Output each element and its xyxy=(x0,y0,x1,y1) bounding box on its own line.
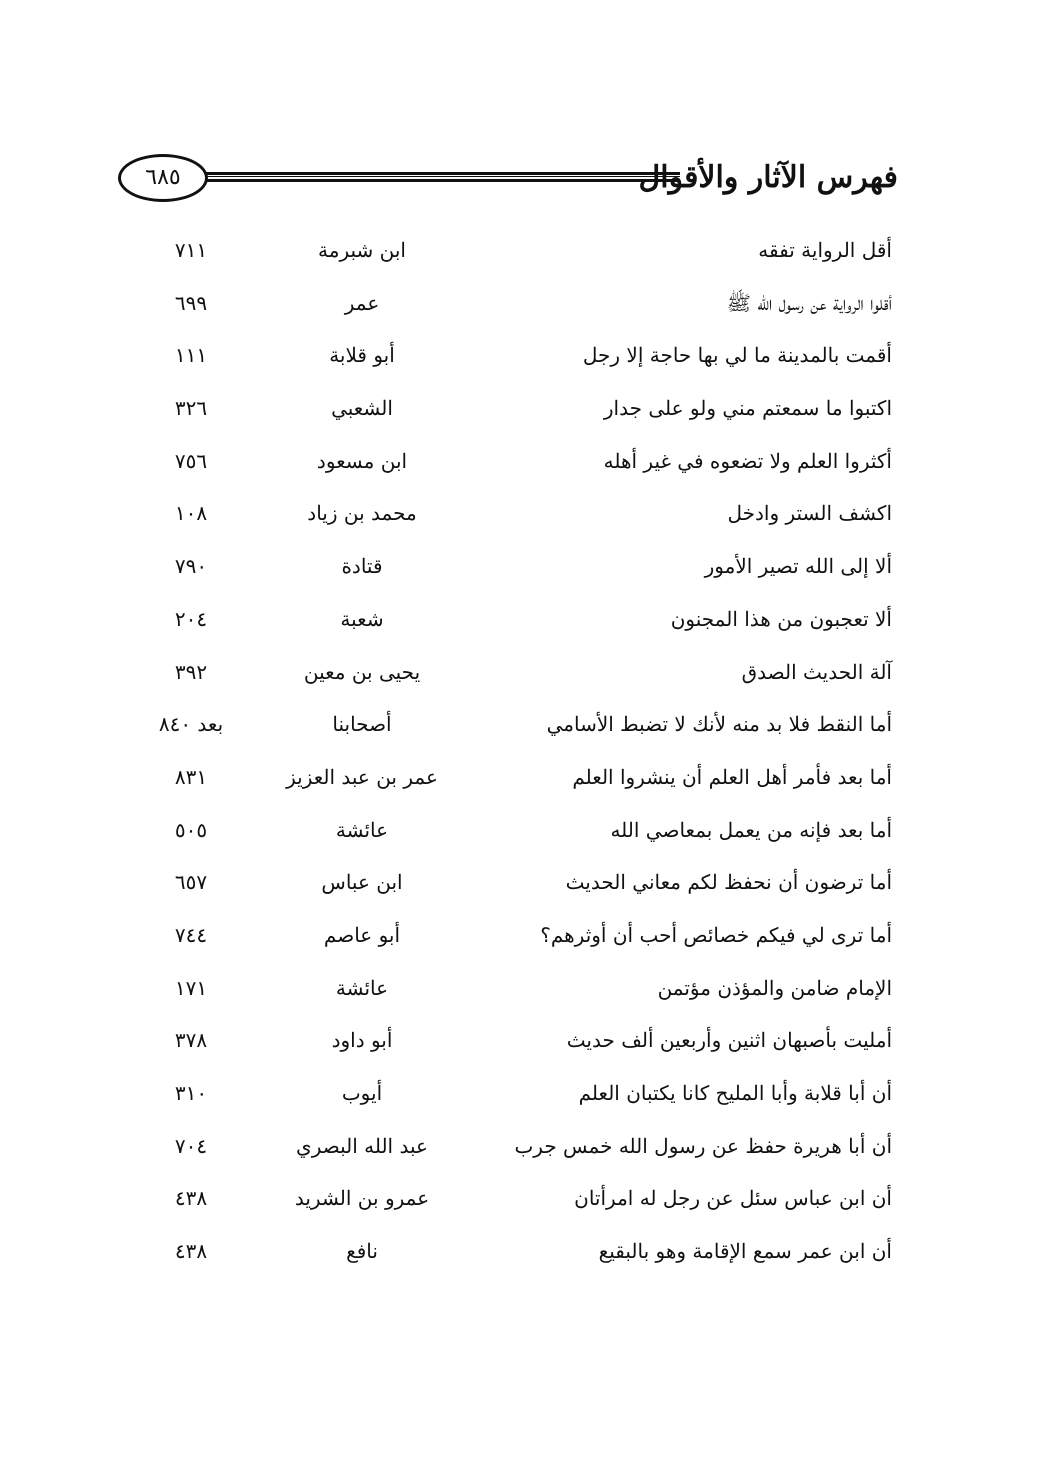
page-reference: ٧١١ xyxy=(174,238,208,262)
narrator-name: ابن عباس xyxy=(321,870,403,895)
narrator-name: عائشة xyxy=(335,975,389,1000)
narrator-name: ابن مسعود xyxy=(316,448,408,473)
saying-text: أكثروا العلم ولا تضعوه في غير أهله xyxy=(603,448,892,473)
index-row xyxy=(130,333,892,386)
index-row xyxy=(130,491,892,544)
saying-text: ألا إلى الله تصير الأمور xyxy=(704,554,892,579)
index-row xyxy=(130,913,892,966)
page-reference: ٣٩٢ xyxy=(174,659,208,684)
page-reference: بعد ٨٤٠ xyxy=(158,712,224,737)
header-title: فهرس الآثار والأقوال xyxy=(638,160,898,195)
saying-text: أقل الرواية تفقه xyxy=(758,238,892,262)
narrator-name: قتادة xyxy=(341,554,383,579)
saying-text: ألا تعجبون من هذا المجنون xyxy=(670,606,892,631)
index-row xyxy=(130,544,892,597)
page-number: ٦٨٥ xyxy=(145,165,181,190)
page-reference: ٣٧٨ xyxy=(174,1028,208,1053)
index-row xyxy=(130,439,892,492)
index-row xyxy=(130,597,892,650)
page-reference: ٤٣٨ xyxy=(174,1239,208,1264)
saying-text: اكتبوا ما سمعتم مني ولو على جدار xyxy=(603,396,892,421)
page-reference: ٦٩٩ xyxy=(174,290,208,315)
narrator-name: عبد الله البصري xyxy=(296,1133,428,1158)
page-reference: ٧٠٤ xyxy=(174,1133,208,1158)
narrator-name: أصحابنا xyxy=(332,712,392,737)
page-reference: ٦٥٧ xyxy=(174,870,208,895)
index-row xyxy=(130,1176,892,1229)
header-rule xyxy=(206,172,680,182)
page-reference: ٧٩٠ xyxy=(174,554,208,579)
saying-text: أقلوا الرواية عن رسول الله ﷺ xyxy=(726,290,892,315)
index-row xyxy=(130,1018,892,1071)
index-row xyxy=(130,860,892,913)
narrator-name: الشعبي xyxy=(331,396,393,421)
saying-text: أن أبا قلابة وأبا المليح كانا يكتبان العلم xyxy=(578,1081,892,1105)
page-reference: ١٧١ xyxy=(174,975,208,1000)
index-row xyxy=(130,650,892,703)
saying-text: أما النقط فلا بد منه لأنك لا تضبط الأسامي xyxy=(546,712,892,737)
index-row xyxy=(130,1071,892,1124)
page-header xyxy=(118,150,898,210)
index-row xyxy=(130,1229,892,1282)
page-reference: ١١١ xyxy=(174,343,208,368)
index-row xyxy=(130,755,892,808)
saying-text: أما بعد فأمر أهل العلم أن ينشروا العلم xyxy=(572,764,892,789)
saying-text: أقمت بالمدينة ما لي بها حاجة إلا رجل xyxy=(582,343,892,368)
page-reference: ١٠٨ xyxy=(174,501,208,526)
saying-text: أن ابن عباس سئل عن رجل له امرأتان xyxy=(574,1186,892,1211)
narrator-name: ابن شبرمة xyxy=(318,238,406,262)
index-row xyxy=(130,702,892,755)
page-reference: ٨٣١ xyxy=(174,764,208,789)
index-row xyxy=(130,281,892,334)
narrator-name: عمر بن عبد العزيز xyxy=(286,764,438,789)
saying-text: أن أبا هريرة حفظ عن رسول الله خمس جرب xyxy=(514,1133,892,1158)
narrator-name: محمد بن زياد xyxy=(307,501,417,526)
page-reference: ٥٠٥ xyxy=(174,817,208,842)
page-reference: ٣٢٦ xyxy=(174,396,208,421)
narrator-name: أبو عاصم xyxy=(323,922,401,947)
narrator-name: شعبة xyxy=(340,606,384,631)
narrator-name: أيوب xyxy=(341,1081,383,1105)
saying-text: اكشف الستر وادخل xyxy=(727,501,892,526)
narrator-name: نافع xyxy=(346,1239,378,1264)
narrator-name: عمرو بن الشريد xyxy=(294,1186,430,1211)
saying-text: أما ترضون أن نحفظ لكم معاني الحديث xyxy=(565,870,892,895)
index-row xyxy=(130,1124,892,1177)
saying-text: أما بعد فإنه من يعمل بمعاصي الله xyxy=(610,817,892,842)
narrator-name: أبو قلابة xyxy=(329,343,395,368)
saying-text: الإمام ضامن والمؤذن مؤتمن xyxy=(657,975,892,1000)
index-entries xyxy=(130,228,892,1282)
narrator-name: عمر xyxy=(344,290,380,315)
page-number-badge xyxy=(118,154,208,202)
saying-text: أن ابن عمر سمع الإقامة وهو بالبقيع xyxy=(598,1239,892,1264)
page-reference: ٣١٠ xyxy=(174,1081,208,1105)
page-reference: ٧٥٦ xyxy=(174,448,208,473)
index-row xyxy=(130,808,892,861)
page-reference: ٢٠٤ xyxy=(174,606,208,631)
narrator-name: عائشة xyxy=(335,817,389,842)
index-row xyxy=(130,386,892,439)
index-row xyxy=(130,966,892,1019)
index-row xyxy=(130,228,892,281)
saying-text: أمليت بأصبهان اثنين وأربعين ألف حديث xyxy=(566,1028,892,1053)
page-reference: ٧٤٤ xyxy=(174,922,208,947)
saying-text: آلة الحديث الصدق xyxy=(741,659,892,684)
narrator-name: أبو داود xyxy=(331,1028,393,1053)
page-reference: ٤٣٨ xyxy=(174,1186,208,1211)
saying-text: أما ترى لي فيكم خصائص أحب أن أوثرهم؟ xyxy=(540,922,892,947)
narrator-name: يحيى بن معين xyxy=(303,659,421,684)
